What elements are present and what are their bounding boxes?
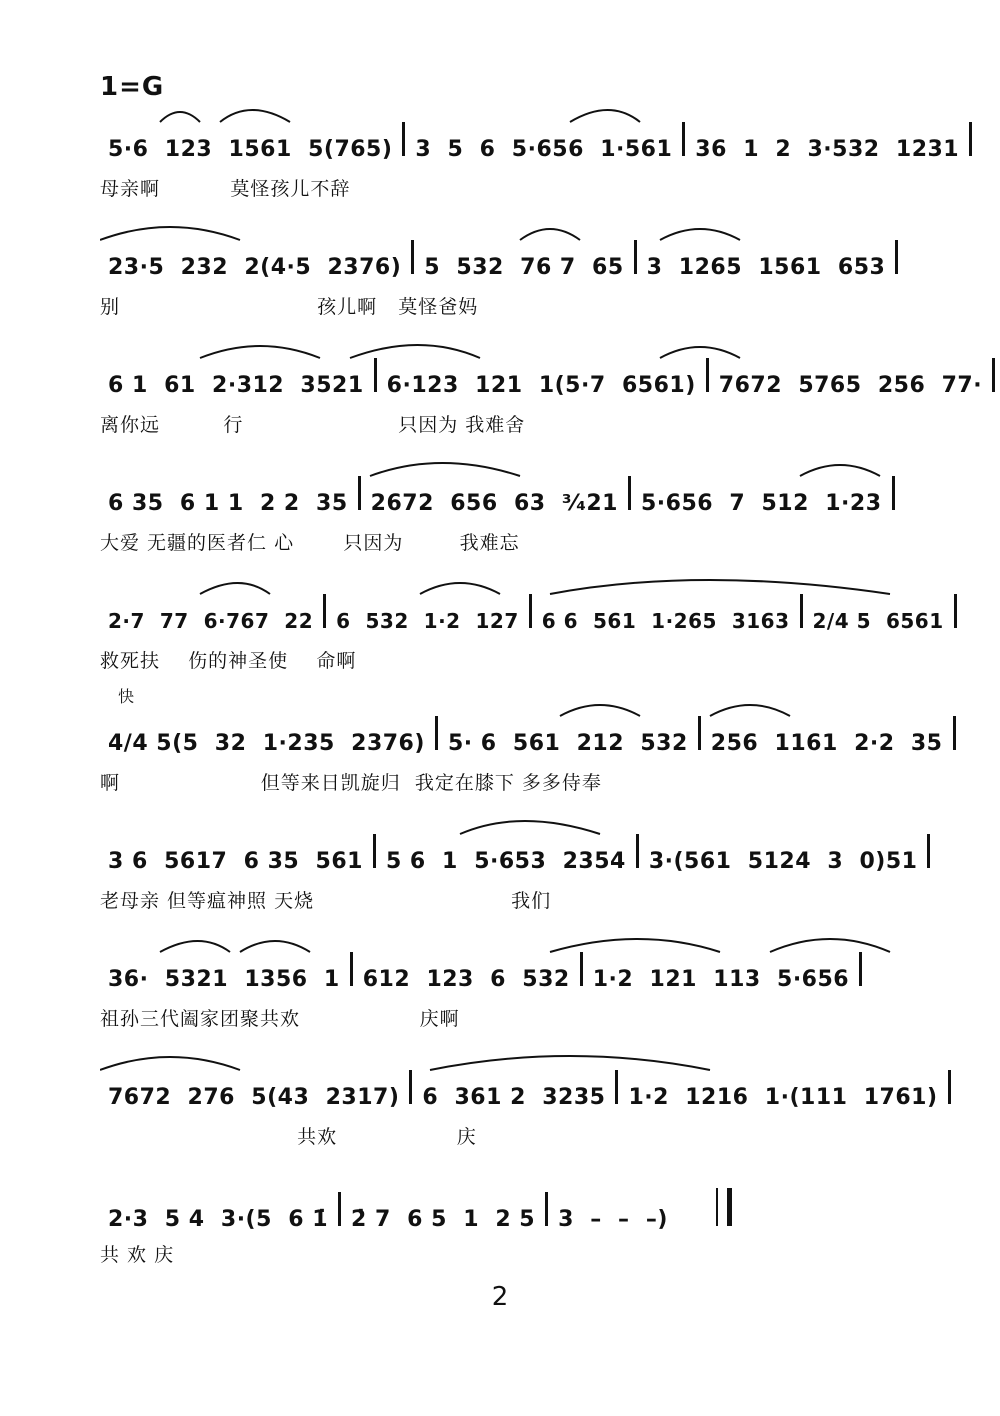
measure: 7672 276 5(43 2317) [108,1085,400,1110]
lyrics: 共 欢 庆 [100,1244,175,1266]
bar-line [338,1192,341,1226]
measure: 256 1161 2·2 35 [710,731,943,756]
measure: 1·2 1216 1·(111 1761) [628,1085,938,1110]
bar-line [927,834,930,868]
measure: 5 532 76 7 65 [424,255,624,280]
lyrics: 老母亲 但等瘟神照 天烧 我们 [100,890,552,912]
bar-line [892,476,895,510]
measure: 2̇ 7 6 5 1 2 5 [351,1207,536,1232]
lyrics: 共欢 庆 [100,1126,477,1148]
bar-line [615,1070,618,1104]
measure: 3·(561 5124 3 0)51 [648,849,918,874]
bar-line [953,716,956,750]
measure: 2·7 77 6·767 22 [108,609,314,633]
bar-line [545,1192,548,1226]
lyrics: 别 孩儿啊 莫怪爸妈 [100,296,479,318]
bar-line [350,952,353,986]
measure: 1·2 121 113 5·656 [592,967,850,992]
lyrics: 离你远 行 只因为 我难舍 [100,414,526,436]
measure: 4/4 5(5 32 1·235 2376) [108,731,425,756]
lyrics: 祖孙三代阖家团聚共欢 庆啊 [100,1008,460,1030]
measure: 36· 5321 1356 1 [108,967,340,992]
staff-line-5 [100,594,944,704]
measure: 3 5 6 5·656 1·561 [415,137,673,162]
staff-line-6 [100,716,943,826]
bar-line [529,594,532,628]
measure: 6 6 561 1·265 3163 [541,609,790,633]
bar-line [954,594,957,628]
bar-line [682,122,685,156]
measure: 5· 6 561 212 532 [447,731,688,756]
bar-line [402,122,405,156]
staff-line-9 [100,1070,938,1180]
tempo-mark: 快 [118,687,135,706]
bar-line [634,240,637,274]
measure: 2·3 5 4 3·(5 6 1̇ [108,1207,329,1232]
key-signature: 1=G [100,72,165,102]
bar-line [580,952,583,986]
bar-line [969,122,972,156]
bar-line [636,834,639,868]
final-bar-line [716,1188,732,1226]
bar-line [628,476,631,510]
lyrics: 大爱 无疆的医者仁 心 只因为 我难忘 [100,532,520,554]
staff-line-2 [100,240,900,350]
measure: 6·123 121 1(5·7 6561) [386,373,696,398]
measure: 612 123 6 532 [362,967,570,992]
lyrics: 啊 但等来日凯旋归 我定在膝下 多多侍奉 [100,772,602,794]
page-number: 2 [491,1282,509,1312]
measure: 6 361 2 3235 [422,1085,606,1110]
staff-line-8 [100,952,900,1062]
bar-line [374,358,377,392]
bar-line [706,358,709,392]
measure: 5·656 7 512 1·23 [640,491,882,516]
lyrics: 救死扶 伤的神圣使 命啊 [100,650,357,672]
staff-line-3 [100,358,983,468]
measure: 2672 656 63 ³⁄₄21 [370,491,618,516]
bar-line [992,358,995,392]
staff-line-1 [100,122,960,232]
measure: 6 1 61 2·312 3521 [108,373,364,398]
measure: 3 6 5617 6 35 561 [108,849,363,874]
bar-line [800,594,803,628]
measure: 23·5 232 2(4·5 2376) [108,255,402,280]
measure: 5·6 123 1561 5(765) [108,137,393,162]
measure: 6 532 1·2 127 [336,609,519,633]
bar-line [948,1070,951,1104]
staff-line-4 [100,476,900,586]
measure: 6 35 6 1 1 2 2 35 [108,491,348,516]
measure: 3 – – –) [558,1207,668,1232]
bar-line [895,240,898,274]
measure: 7672 5765 256 77· [718,373,983,398]
bar-line [435,716,438,750]
bar-line [698,716,701,750]
staff-line-7 [100,834,918,944]
bar-line [859,952,862,986]
measure: 2/4 5 6561 [812,609,944,633]
bar-line [411,240,414,274]
bar-line [373,834,376,868]
measure: 36 1 2 3·532 1231 [695,137,960,162]
measure: 3 1265 1561 653 [646,255,886,280]
bar-line [409,1070,412,1104]
bar-line [323,594,326,628]
lyrics: 母亲啊 莫怪孩儿不辞 [100,178,351,200]
measure: 5 6 1 5·653 2354 [385,849,626,874]
bar-line [358,476,361,510]
